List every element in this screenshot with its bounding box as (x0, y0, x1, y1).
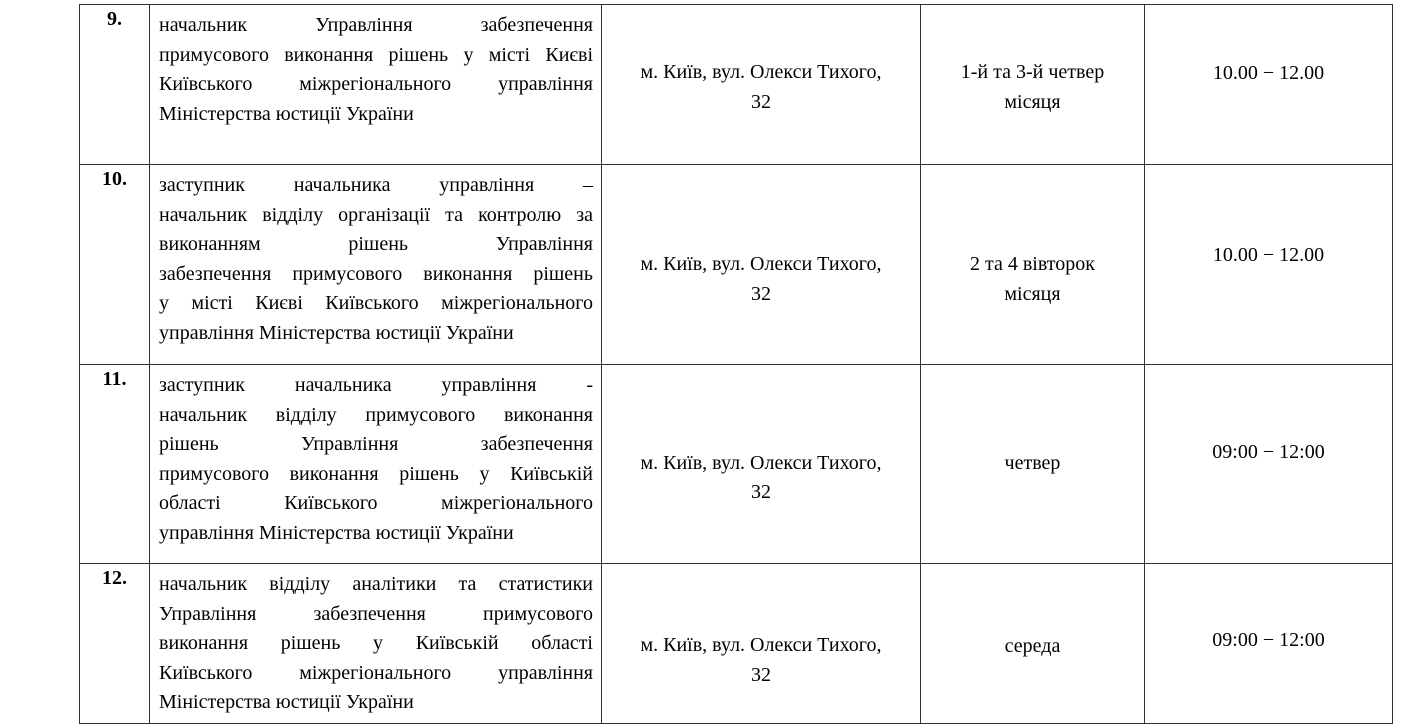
position-line: Міністерства юстиції України (159, 102, 414, 125)
reception-time-cell (1145, 5, 1393, 165)
reception-time: 09:00 − 12:00 (1212, 628, 1325, 651)
address-line: м. Київ, вул. Олекси Тихого, (640, 61, 882, 83)
position-line: виконання рішень у Київській області (159, 632, 593, 654)
position-line: Київського міжрегіонального управління (159, 73, 593, 95)
address-cell (602, 5, 921, 165)
position-cell (150, 5, 602, 165)
reception-schedule-table (79, 4, 1393, 724)
reception-time-cell (1145, 365, 1393, 564)
reception-days-cell (921, 165, 1145, 365)
position-cell (150, 165, 602, 365)
position-line: Міністерства юстиції України (159, 691, 414, 713)
address-line: 32 (751, 481, 771, 503)
position-line: Київського міжрегіонального управління (159, 661, 593, 684)
position-line: забезпечення примусового виконання рішень (159, 262, 593, 285)
row-number: 11. (102, 368, 127, 390)
reception-days-line: 2 та 4 вівторок (970, 253, 1095, 275)
position-cell (150, 365, 602, 564)
position-line: заступник начальника управління – (159, 174, 593, 196)
table-row (80, 365, 1393, 564)
position-line: Управління забезпечення примусового (159, 602, 593, 625)
position-line: начальник відділу аналітики та статистики (159, 573, 593, 595)
position-line: управління Міністерства юстиції України (159, 521, 514, 544)
position-line: начальник відділу організації та контролю за (159, 203, 593, 226)
position-line: начальник Управління забезпечення (159, 14, 593, 36)
row-number: 12. (102, 567, 127, 589)
position-line: у місті Києві Київського міжрегіонального (159, 292, 593, 314)
table-row (80, 5, 1393, 165)
reception-days-line: місяця (1004, 282, 1061, 305)
position-cell (150, 564, 602, 724)
position-line: примусового виконання рішень у місті Києві (159, 43, 593, 66)
address-line: 32 (751, 90, 771, 113)
address-line: м. Київ, вул. Олекси Тихого, (640, 253, 882, 275)
row-number: 9. (107, 8, 122, 30)
reception-days-line: місяця (1004, 90, 1061, 113)
reception-days-line: середа (1004, 634, 1061, 657)
reception-time: 09:00 − 12:00 (1212, 441, 1325, 464)
position-line: виконанням рішень Управління (159, 233, 593, 255)
address-line: м. Київ, вул. Олекси Тихого, (640, 451, 882, 474)
address-cell (602, 165, 921, 365)
position-line: області Київського міжрегіонального (159, 492, 593, 514)
address-cell (602, 365, 921, 564)
address-line: 32 (751, 663, 771, 686)
position-line: начальник відділу примусового виконання (159, 403, 593, 426)
row-number-cell (80, 564, 150, 724)
reception-time: 10.00 − 12.00 (1212, 61, 1325, 84)
reception-days-cell (921, 365, 1145, 564)
reception-days-line: четвер (1004, 452, 1061, 475)
row-number: 10. (102, 168, 127, 190)
address-line: м. Київ, вул. Олекси Тихого, (640, 634, 882, 656)
reception-time: 10.00 − 12.00 (1212, 243, 1325, 266)
position-line: заступник начальника управління - (159, 374, 593, 396)
table-row (80, 564, 1393, 724)
row-number-cell (80, 165, 150, 365)
address-line: 32 (751, 282, 771, 305)
table-row (80, 165, 1393, 365)
reception-days-cell (921, 564, 1145, 724)
position-line: примусового виконання рішень у Київській (159, 462, 593, 485)
reception-time-cell (1145, 165, 1393, 365)
reception-days-line: 1-й та 3-й четвер (960, 61, 1105, 83)
row-number-cell (80, 365, 150, 564)
position-line: управління Міністерства юстиції України (159, 321, 514, 344)
row-number-cell (80, 5, 150, 165)
position-line: рішень Управління забезпечення (159, 433, 593, 455)
address-cell (602, 564, 921, 724)
reception-time-cell (1145, 564, 1393, 724)
reception-days-cell (921, 5, 1145, 165)
